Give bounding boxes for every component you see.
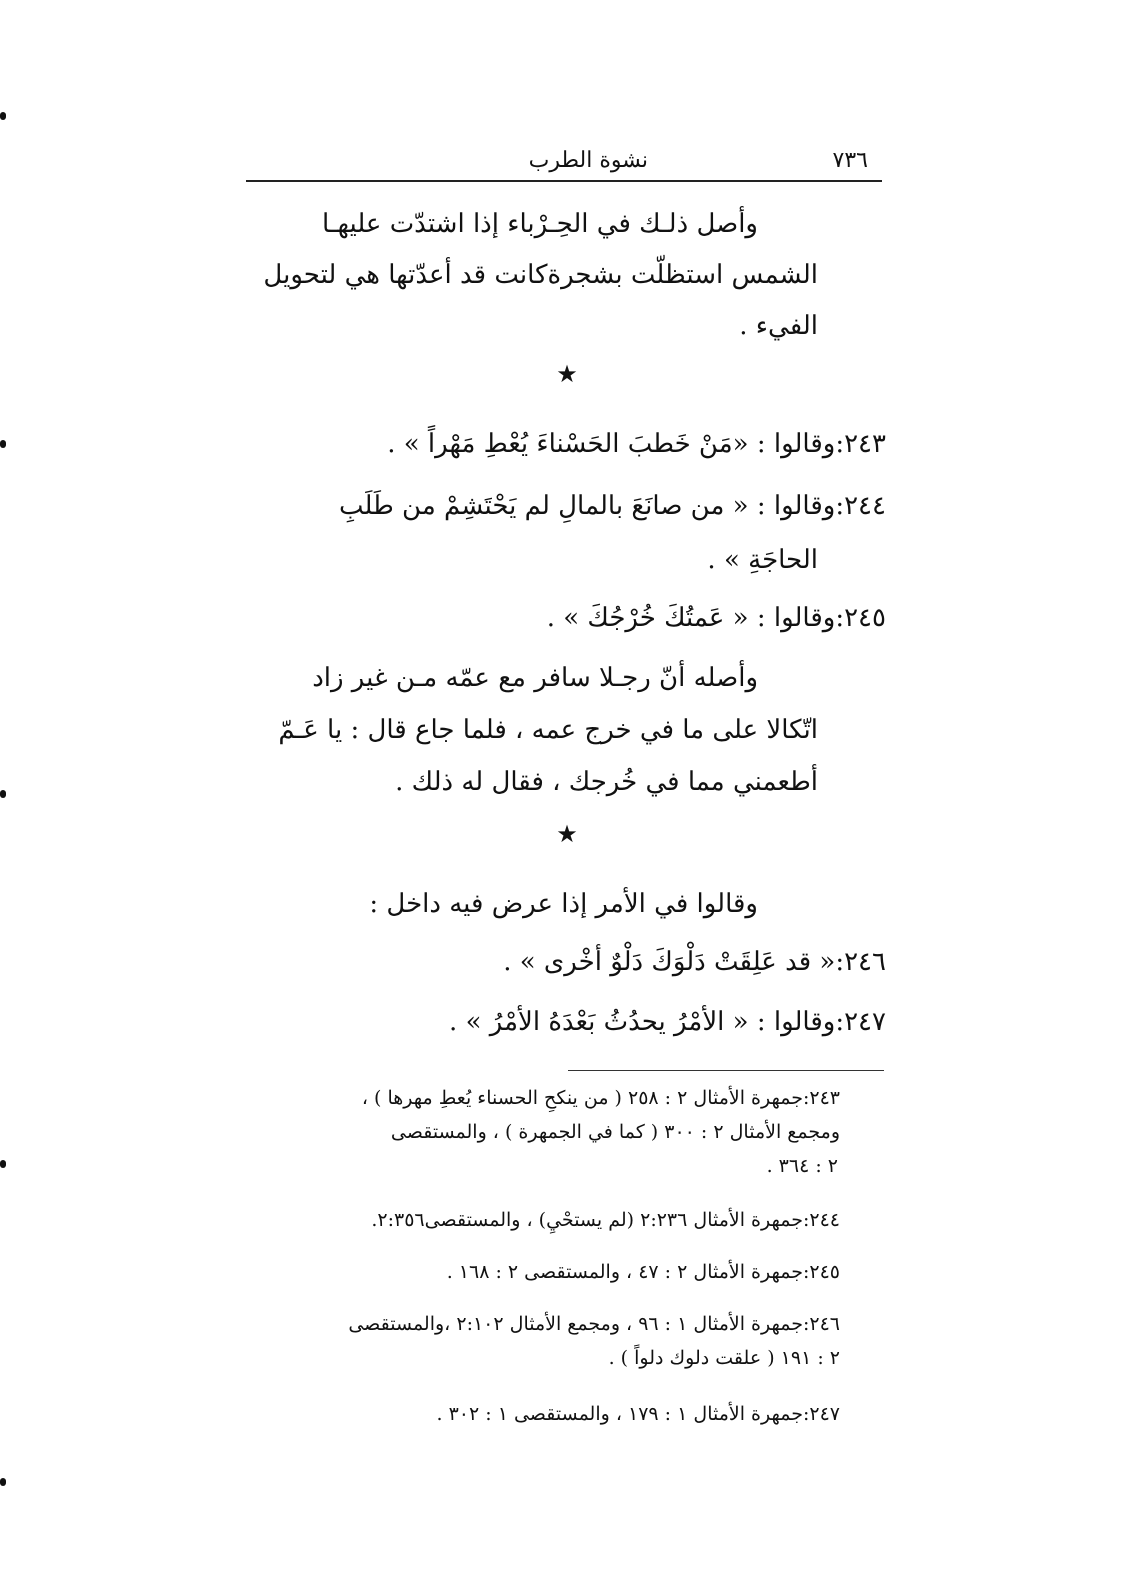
page-number: ٧٣٦ <box>832 148 868 173</box>
entry-line: ٢٤٣:وقالوا : «مَنْ خَطبَ الحَسْناءَ يُعْطِ مَهْراً » . <box>387 429 886 459</box>
footnote-246 <box>240 1310 840 1372</box>
footnote-line: ٢٤٧:جمهرة الأمثال ١ : ١٧٩ ، والمستقصى ١ : ٣٠٢ . <box>436 1403 840 1425</box>
section-separator-star: ★ <box>556 820 578 848</box>
text-line: الفيء . <box>739 311 818 341</box>
entry-245 <box>240 600 886 636</box>
section-separator-star: ★ <box>556 360 578 388</box>
text-line: وأصله أنّ رجـلا سافر مع عمّه مـن غير زاد <box>312 663 758 693</box>
text-line: وقالوا في الأمر إذا عرض فيه داخل : <box>369 889 758 919</box>
running-title: نشوة الطرب <box>528 148 648 173</box>
entry-line: ٢٤٤:وقالوا : « من صانَعَ بالمالِ لم يَحْتَشِمْ من طَلَبِ <box>338 491 886 521</box>
intro-paragraph <box>240 206 818 344</box>
footnote-line: ٢ : ١٩١ ( علقت دلوك دلواً ) . <box>608 1347 840 1369</box>
text-line: وأصل ذلـك في الحِـرْباء إذا اشتدّت عليهـا <box>321 209 758 239</box>
entry-243 <box>240 426 886 462</box>
footnote-line: ٢٤٥:جمهرة الأمثال ٢ : ٤٧ ، والمستقصى ٢ : ١٦٨ . <box>446 1261 840 1283</box>
scan-mark <box>0 1478 6 1486</box>
scan-mark <box>0 1160 6 1168</box>
footnote-245 <box>240 1258 840 1286</box>
scan-mark <box>0 440 6 448</box>
footnote-line: ٢٤٤:جمهرة الأمثال ٢:٢٣٦ (لم يستحْيِ) ، والمستقصى٢:٣٥٦. <box>371 1209 840 1231</box>
footnote-line: ٢٤٣:جمهرة الأمثال ٢ : ٢٥٨ ( من ينكحِ الحسناء يُعطِ مهرها ) ، <box>361 1087 840 1109</box>
footnote-rule <box>568 1070 884 1071</box>
entry-246 <box>240 944 886 980</box>
entry-line: ٢٤٥:وقالوا : « عَمتُكَ خُرْجُكَ » . <box>546 603 886 633</box>
entry-line: ٢٤٦:« قد عَلِقَتْ دَلْوَكَ دَلْوٌ أخْرى » . <box>503 947 886 977</box>
footnote-line: ٢ : ٣٦٤ . <box>766 1155 838 1177</box>
footnote-244 <box>240 1206 840 1234</box>
entry-line: الحاجَةِ » . <box>707 545 818 575</box>
scan-mark <box>0 790 6 798</box>
text-line: اتّكالا على ما في خرج عمه ، فلما جاع قال : يا عَـمّ <box>278 715 818 745</box>
entry-244 <box>240 488 886 578</box>
page-header <box>246 146 882 182</box>
entry-247 <box>240 1004 886 1040</box>
header-rule <box>246 180 882 182</box>
entry-line: ٢٤٧:وقالوا : « الأمْرُ يحدُثُ بَعْدَهُ الأمْرُ » . <box>449 1007 886 1037</box>
text-line: أطعمني مما في خُرجك ، فقال له ذلك . <box>395 767 818 797</box>
footnote-line: ٢٤٦:جمهرة الأمثال ١ : ٩٦ ، ومجمع الأمثال ٢:١٠٢ ،والمستقصى <box>348 1313 840 1335</box>
explanation-paragraph <box>240 660 818 800</box>
footnote-243 <box>240 1084 840 1180</box>
footnote-line: ومجمع الأمثال ٢ : ٣٠٠ ( كما في الجمهرة ) ، والمستقصى <box>390 1121 840 1143</box>
text-line: الشمس استظلّت بشجرةكانت قد أعدّتها هي لتحويل <box>263 260 818 290</box>
intro-2 <box>240 886 818 922</box>
scan-mark <box>0 112 6 120</box>
footnote-247 <box>240 1400 840 1428</box>
